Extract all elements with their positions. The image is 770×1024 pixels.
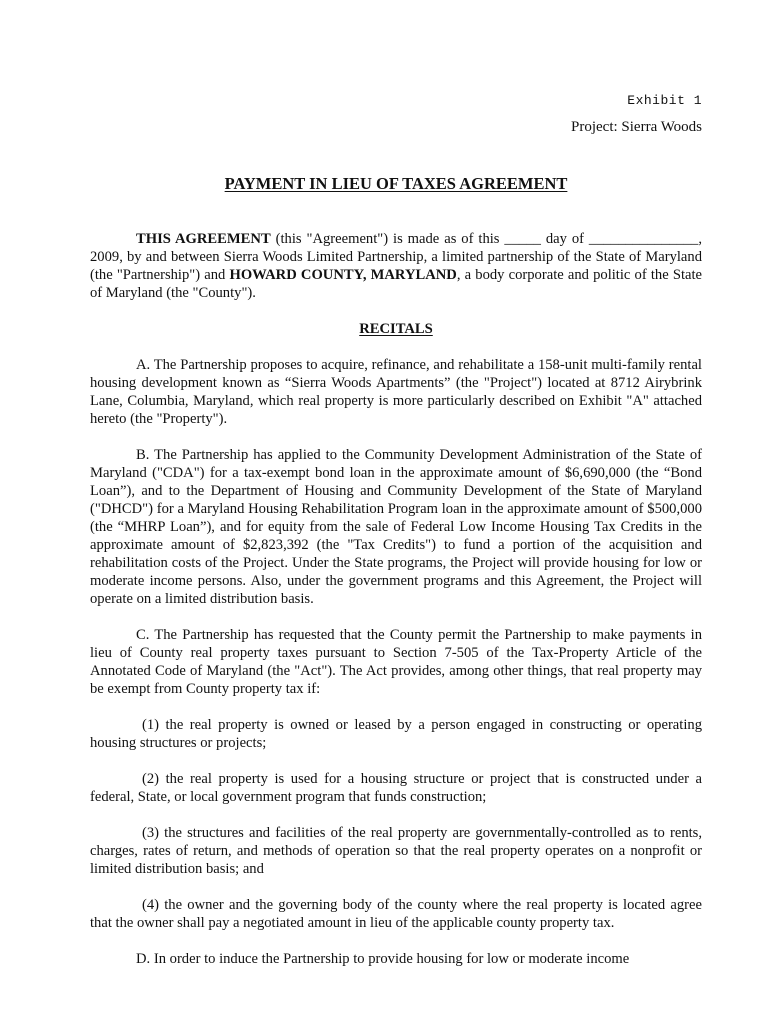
recital-d: D. In order to induce the Partnership to provide housing for low or moderate income — [136, 951, 630, 967]
exhibit-label: Exhibit 1 — [627, 93, 702, 108]
document-title: PAYMENT IN LIEU OF TAXES AGREEMENT — [224, 174, 568, 193]
condition-1: (1) the real property is owned or leased by a person engaged in constructing or operating housing structures or projects; — [90, 717, 702, 751]
condition-3: (3) the structures and facilities of the real property are governmentally-controlled as to rents, charges, rates of return, and methods of operation so that the real property operates on a nonprofit or limited distribution basis; and — [90, 825, 702, 877]
recital-a: A. The Partnership proposes to acquire, refinance, and rehabilitate a 158-unit multi-family rental housing development known as “Sierra Woods Apartments” (the "Project") located at 8712 Airybrink Lane, Columbia, Maryland, which real property is more particularly described on Exhibit "A" attached hereto (the "Property"). — [90, 357, 702, 427]
document-body — [90, 230, 702, 986]
intro-paragraph — [90, 230, 702, 302]
intro-lead: THIS AGREEMENT — [136, 231, 271, 247]
recital-c: C. The Partnership has requested that the County permit the Partnership to make payments in lieu of County real property taxes pursuant to Section 7-505 of the Tax-Property Article of the Annotated Code of Maryland (the "Act"). The Act provides, among other things, that real property may be exempt from County property tax if: — [90, 627, 702, 697]
project-label: Project: Sierra Woods — [571, 119, 702, 135]
condition-2: (2) the real property is used for a housing structure or project that is constructed under a federal, State, or local government program that funds construction; — [90, 771, 702, 805]
condition-4: (4) the owner and the governing body of the county where the real property is located agree that the owner shall pay a negotiated amount in lieu of the applicable county property tax. — [90, 897, 702, 931]
recitals-heading: RECITALS — [359, 321, 433, 337]
intro-text-2: , a body corporate and politic of the State of Maryland (the "County"). — [90, 267, 703, 301]
intro-county: HOWARD COUNTY, MARYLAND — [229, 267, 457, 283]
recital-b: B. The Partnership has applied to the Community Development Administration of the State of Maryland ("CDA") for a tax-exempt bond loan in the approximate amount of $6,690,000 (the “Bond Loan”), and to the Department of Housing and Community Development of the State of Maryland ("DHCD") for a Maryland Housing Rehabilitation Program loan in the approximate amount of $500,000 (the “MHRP Loan”), and for equity from the sale of Federal Low Income Housing Tax Credits in the approximate amount of $2,823,392 (the "Tax Credits") to fund a portion of the acquisition and rehabilitation costs of the Project. Under the State programs, the Project will provide housing for low or moderate income persons. Also, under the government programs and this Agreement, the Project will operate on a limited distribution basis. — [90, 447, 702, 607]
document-page — [90, 0, 702, 1024]
intro-text-1: (this "Agreement") is made as of this _____ day of _______________, 2009, by and between Sierra Woods Limited Partnership, a limited partnership of the State of Maryland (the "Partnership") and — [90, 231, 702, 283]
